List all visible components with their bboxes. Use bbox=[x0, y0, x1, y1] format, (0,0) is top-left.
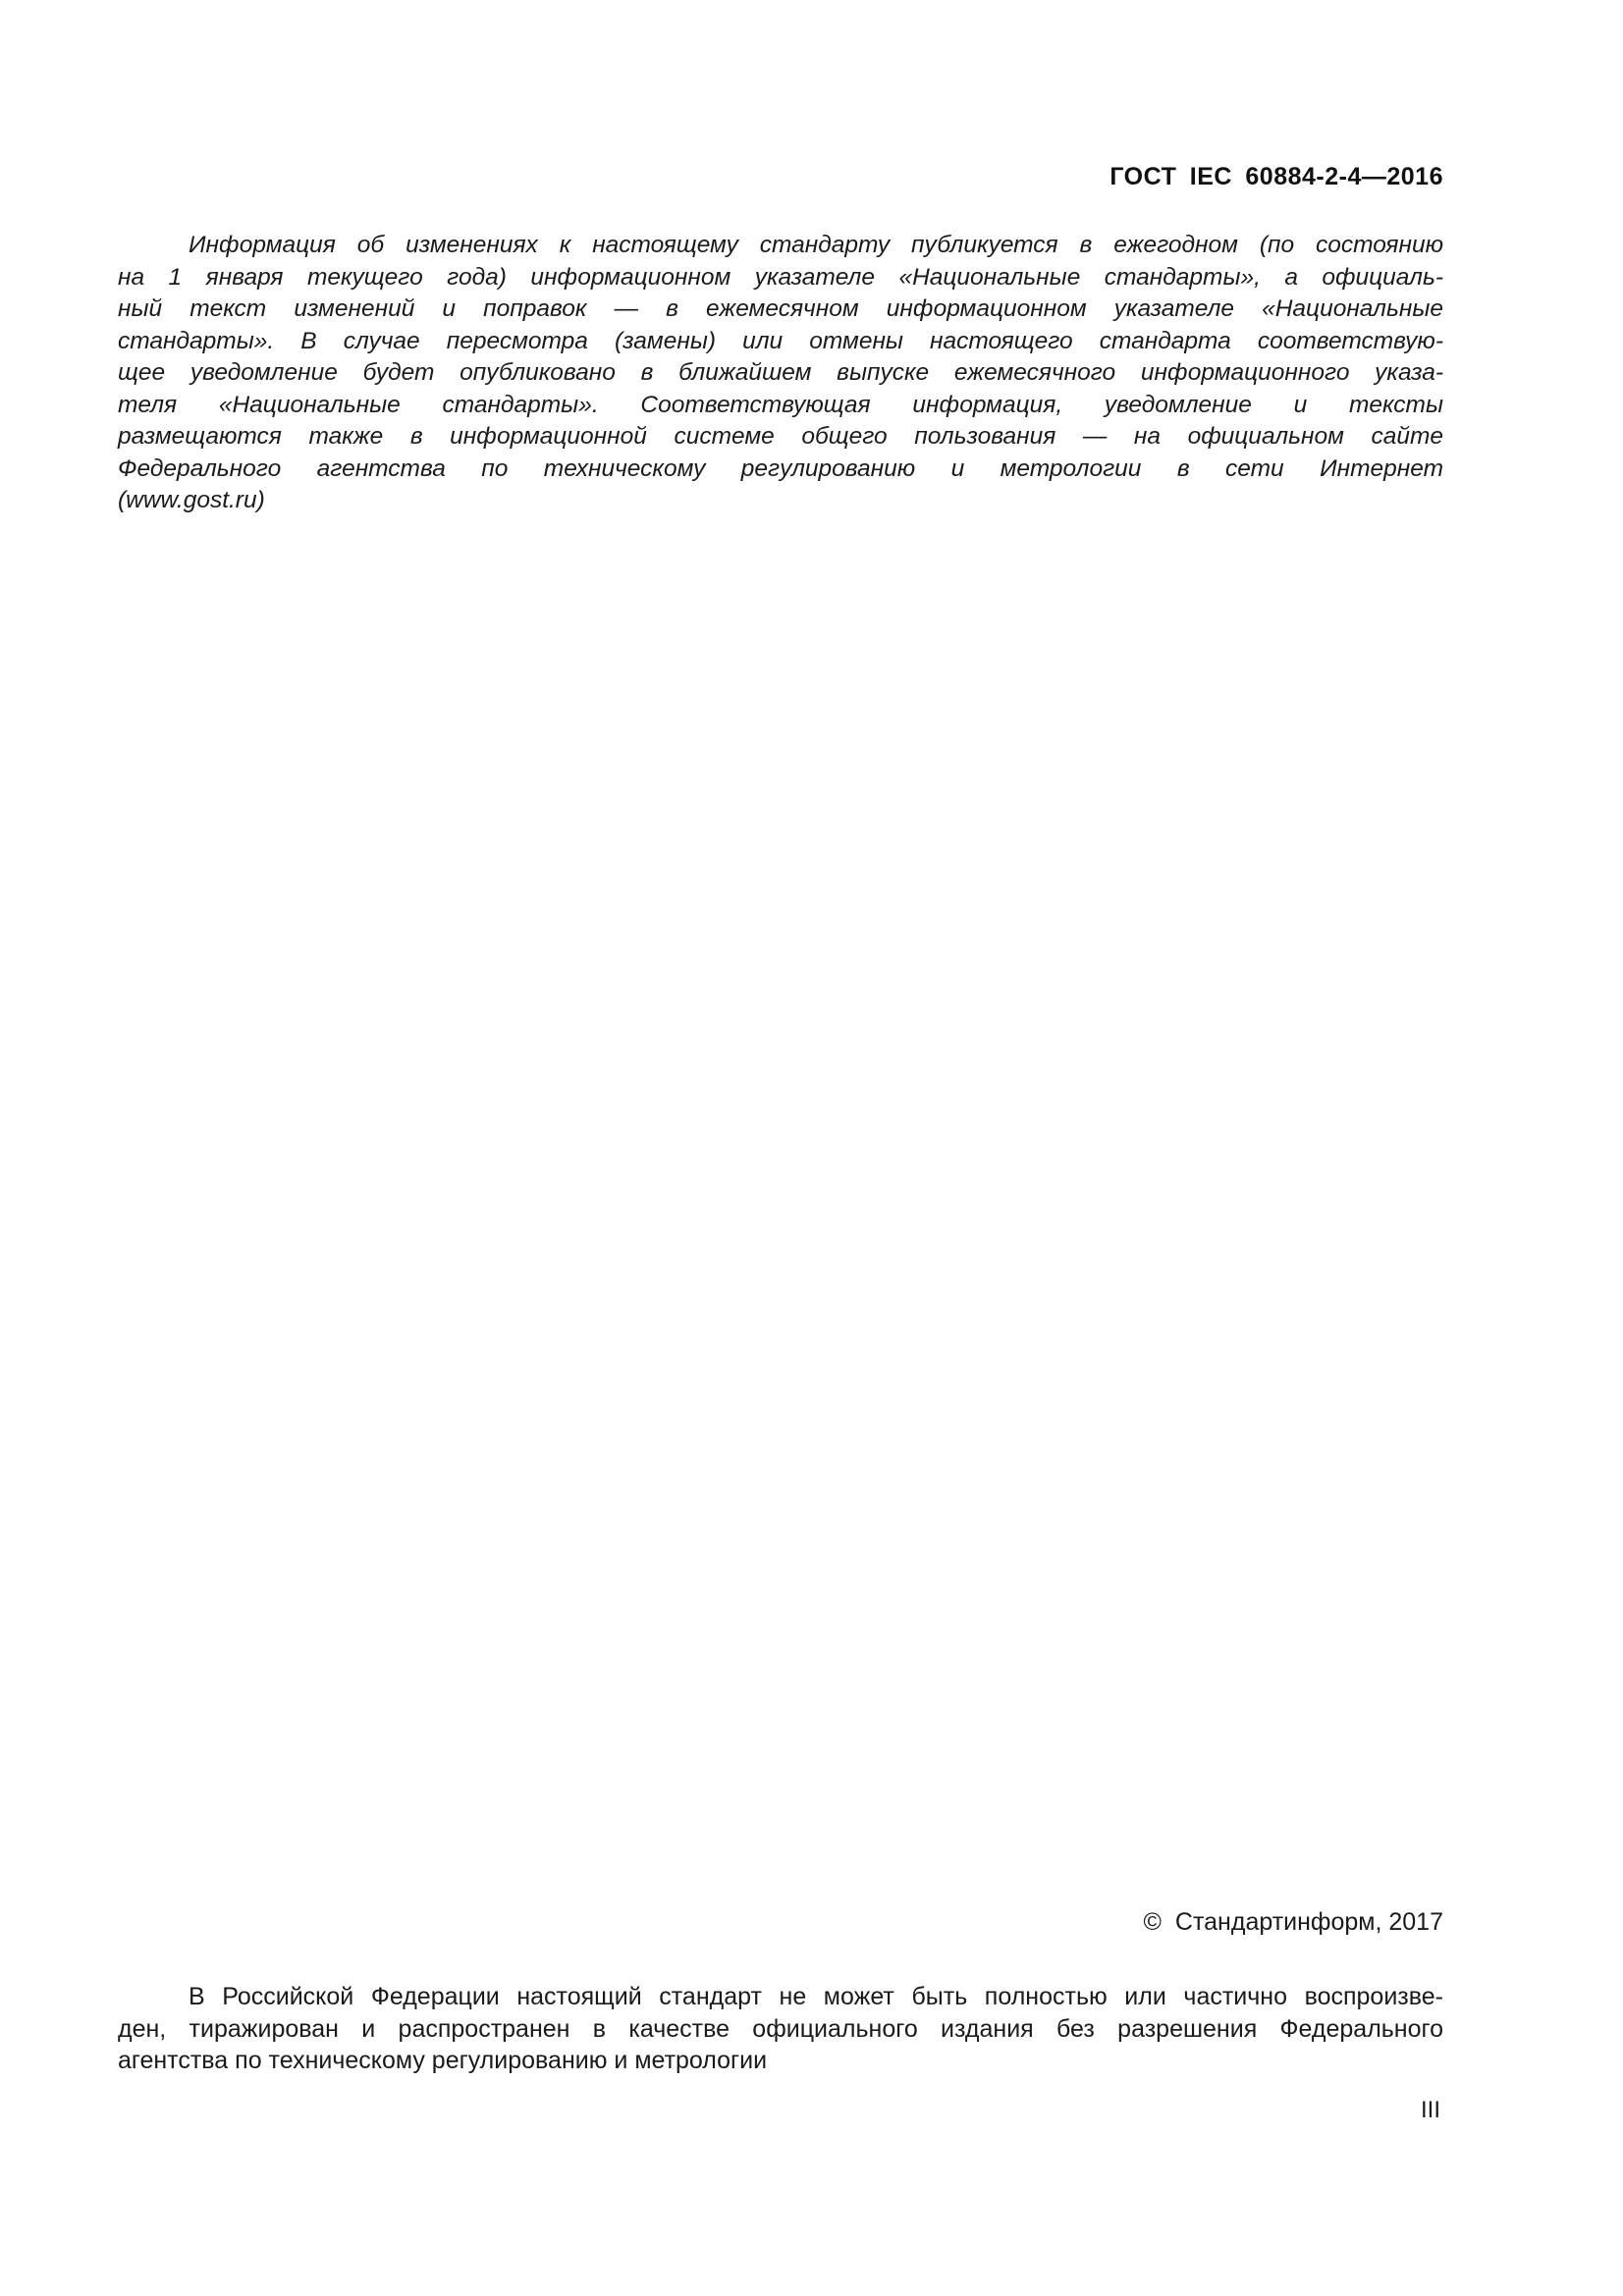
paragraph-line: размещаются также в информационной системе общего пользования — на официальном сайте bbox=[118, 423, 1443, 450]
paragraph-line: агентства по техническому регулированию и метрологии bbox=[118, 2047, 768, 2074]
paragraph-line: на 1 января текущего года) информационном указателе «Национальные стандарты», а официаль- bbox=[118, 263, 1443, 291]
paragraph-line: теля «Национальные стандарты». Соответствующая информация, уведомление и тексты bbox=[118, 391, 1443, 418]
paragraph-line: стандарты». В случае пересмотра (замены) или отмены настоящего стандарта соответствую- bbox=[118, 327, 1443, 354]
reproduction-rights-paragraph bbox=[118, 1981, 1443, 2077]
paragraph-line: ный текст изменений и поправок — в ежемесячном информационном указателе «Национальные bbox=[118, 295, 1443, 322]
gost-website-link-text: (www.gost.ru) bbox=[118, 487, 265, 513]
copyright-text: Стандартинформ, 2017 bbox=[1174, 1908, 1443, 1936]
page-number: III bbox=[1420, 2097, 1440, 2123]
paragraph-line: В Российской Федерации настоящий стандарт не может быть полностью или частично воспроизве- bbox=[189, 1983, 1443, 2010]
amendments-info-paragraph bbox=[118, 230, 1443, 517]
document-code-header: ГОСТ IEC 60884-2-4—2016 bbox=[1109, 163, 1443, 190]
paragraph-line: Федерального агентства по техническому регулированию и метрологии в сети Интернет bbox=[118, 454, 1443, 482]
copyright-notice bbox=[1144, 1908, 1444, 1937]
copyright-icon: © bbox=[1143, 1908, 1162, 1936]
paragraph-line: Информация об изменениях к настоящему стандарту публикуется в ежегодном (по состоянию bbox=[189, 232, 1443, 258]
paragraph-line: щее уведомление будет опубликовано в ближайшем выпуске ежемесячного информационного указа- bbox=[118, 359, 1443, 386]
paragraph-line: ден, тиражирован и распространен в качестве официального издания без разрешения Федерального bbox=[118, 2014, 1443, 2043]
